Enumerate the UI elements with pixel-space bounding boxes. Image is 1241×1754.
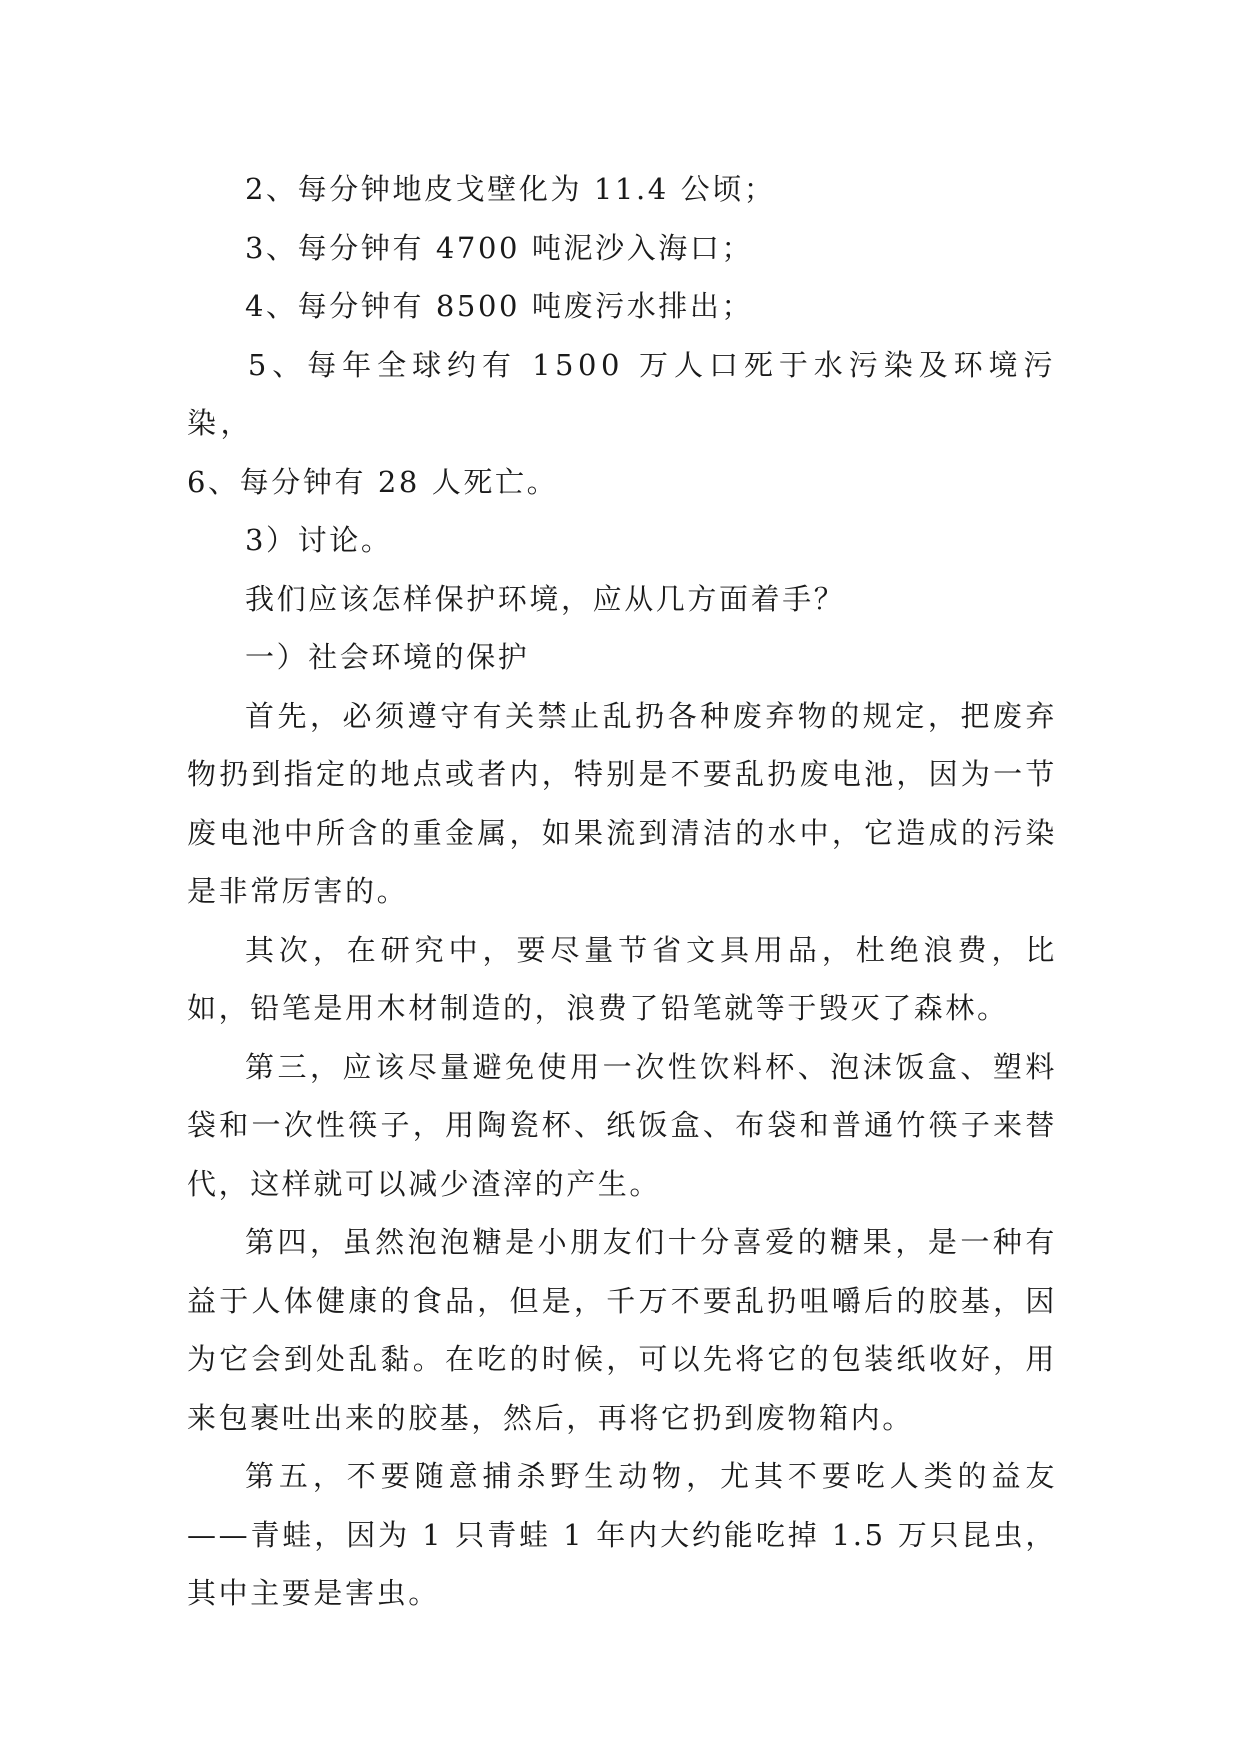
section-discussion: 3）讨论。	[245, 523, 393, 557]
list-item-3: 3、每分钟有 4700 吨泥沙入海口；	[245, 230, 754, 265]
discussion-question: 我们应该怎样保护环境，应从几方面着手？	[245, 581, 846, 616]
list-item-2: 2、每分钟地皮戈壁化为 11.4 公顷；	[245, 172, 776, 206]
list-item-4: 4、每分钟有 8500 吨废污水排出；	[245, 289, 754, 323]
section-heading-social-environment: 一）社会环境的保护	[245, 640, 530, 674]
list-item-5: 5、每年全球约有 1500 万人口死于水污染及环境污染，	[187, 347, 1057, 440]
paragraph-fourth: 第四，虽然泡泡糖是小朋友们十分喜爱的糖果，是一种有益于人体健康的食品，但是，千万不要乱扔咀嚼后的胶基，因为它会到处乱黏。在吃的时候，可以先将它的包装纸收好，用来包裹吐出来的胶基，然后，再将它扔到废物箱内。	[187, 1225, 1057, 1435]
paragraph-second: 其次，在研究中，要尽量节省文具用品，杜绝浪费，比如，铅笔是用木材制造的，浪费了铅笔就等于毁灭了森林。	[187, 932, 1057, 1025]
list-item-6: 6、每分钟有 28 人死亡。	[187, 464, 559, 499]
paragraph-first: 首先，必须遵守有关禁止乱扔各种废弃物的规定，把废弃物扔到指定的地点或者内，特别是不要乱扔废电池，因为一节废电池中所含的重金属，如果流到清洁的水中，它造成的污染是非常厉害的。	[187, 698, 1057, 908]
document-body	[187, 160, 1057, 1623]
paragraph-third: 第三，应该尽量避免使用一次性饮料杯、泡沫饭盒、塑料袋和一次性筷子，用陶瓷杯、纸饭盒、布袋和普通竹筷子来替代，这样就可以减少渣滓的产生。	[187, 1049, 1057, 1201]
paragraph-fifth: 第五，不要随意捕杀野生动物，尤其不要吃人类的益友——青蛙，因为 1 只青蛙 1 年内大约能吃掉 1.5 万只昆虫，其中主要是害虫。	[187, 1459, 1057, 1610]
